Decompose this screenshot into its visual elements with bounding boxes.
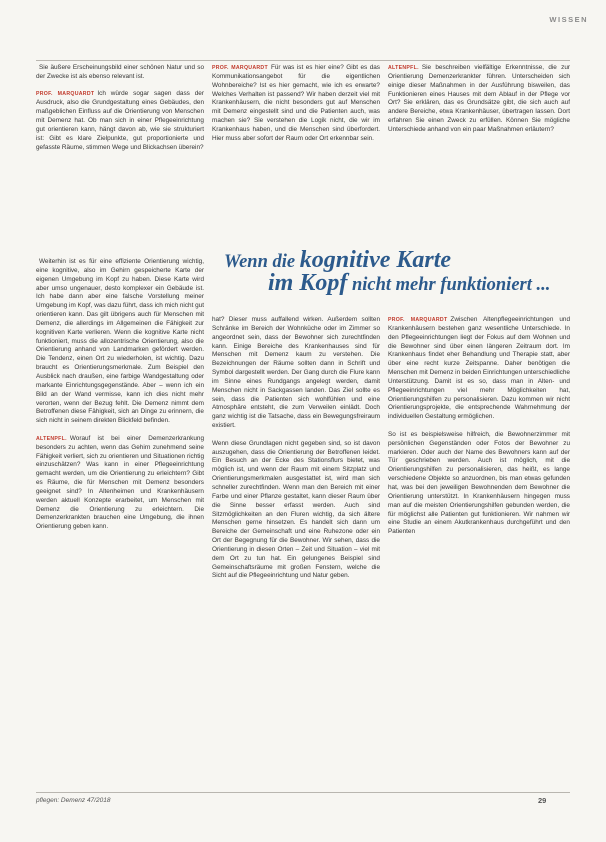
column-top-middle [212,64,380,234]
column-mid-right [388,316,570,786]
bottom-rule [36,792,570,793]
pull-quote-line-1: Wenn die kognitive Karte [224,247,452,273]
paragraph: ALTENPFL. Sie beschreiben vielfältige Erkenntnisse, die zur Orientierung Demenzerkrankter führen. Unterscheiden sich einige dieser Maßnahmen in der Ausführung bisweilen, das Funktionieren eines Hauses mit dem Ablauf in der Pflege vor Ort? Sie erklären, das es Grundsätze gibt, die sich auch auf andere Bereiche, etwa Krankenhäuser, übertragen lassen. Dort erfahren Sie einen Zweck zu erfüllen. Können Sie mögliche Unterschiede anhand von ein paar Maßnahmen erläutern? [388,64,570,133]
paragraph: hat? Dieser muss auffallend wirken. Außerdem sollten Schränke im Bereich der Wohnküche oder im Zimmer so angeordnet sein, dass der Bewohner sich zurechtfinden kann. Einige Bereiche des Krankenhauses sind für Menschen mit Demenz kaum zu verstehen. Die Bezeichnungen der Räume sollten dann in Schrift und Symbol dargestellt werden. Der Gang durch die Flure kann im Sinne eines Rundgangs angelegt werden, damit Menschen nicht in Sackgassen landen. Das Ziel sollte es sein, dass die Patienten sich wohlfühlen und eine Atmosphäre entsteht, die zum Verweilen einlädt. Doch ganz wichtig ist die Tatsache, dass ein Bewegungsfreiraum existiert. [212,316,380,430]
column-mid-left [36,258,204,786]
top-rule [36,60,570,61]
paragraph: PROF. MARQUARDT Zwischen Altenpflegeeinrichtungen und Krankenhäusern bestehen ganz wesentliche Unterschiede. In den Pflegeeinrichtungen liegt der Fokus auf dem Wohnen und die Bewohner sind über einen längeren Zeitraum dort. Im Krankenhaus findet eher Behandlung und Therapie statt, aber über eine recht kurze Zeitspanne. Daher benötigen die Menschen mit Demenz in beiden Einrichtungen unterschiedliche Unterstützung. Damit ist es so, dass man in Alten- und Pflegeeinrichtungen viel mehr Möglichkeiten hat, Orientierungshilfen zu personalisieren. Dazu kommen wir nicht Orientierungsprojekte, die entsprechende Wahrnehmung der individuellen Gestaltung ermöglichen. [388,316,570,421]
paragraph: Weiterhin ist es für eine effiziente Orientierung wichtig, eine kognitive, also im Gehirn gespeicherte Karte der eigenen Umgebung im Kopf zu haben. Diese Karte wird aber umso ungenauer, desto komplexer ein Gebäude ist. Ich habe dann aber eine falsche Vorstellung meiner Umgebung im Kopf, was dazu führt, dass ich mich nicht gut orientieren kann. Das gilt übrigens auch für Menschen mit Demenz, die allerdings im Allgemeinen die Fähigkeit zur kognitiven Karte verlieren. Wenn die kognitive Karte nicht funktioniert, muss die allozentrische Orientierung, also die Orientierung anhand von Landmarken gefördert werden. Die Tendenz, einen Ort zu wiederholen, ist wichtig. Dazu braucht es Orientierungsmerkmale. Zum Beispiel den Ausblick nach draußen, eine farbige Wandgestaltung oder markante Einrichtungsgegenstände. Aber – wenn ich ein Bild an der Wand vermisse, kann ich dies nicht mehr verorten, wenn der Bezug fehlt. Die Demenz nimmt dem Betroffenen diese Fähigkeit, sich an Dinge zu erinnern, die sich nicht in seinem direkten Blickfeld befinden. [36,258,204,425]
column-top-right [388,64,570,234]
column-mid-middle [212,316,380,786]
paragraph: PROF. MARQUARDT Für was ist es hier eine? Gibt es das Kommunikationsangebot für die eigentlichen Wohnbereiche? Ist es hier gemacht, wie ich es erwarte? Welches Verhalten ist passend? Wir haben derzeit viel mit Krankenhäusern, die nicht besonders gut auf Menschen mit Demenz eingestellt sind und die Patienten auch, was machen sie? Sie verstehen die Logik nicht, die wir im Krankenhaus haben, und die Menschen sind überfordert. Hier muss aber sofort der Raum oder Ort erkennbar sein. [212,64,380,142]
paragraph: Sie äußere Erscheinungsbild einer schönen Natur und so der Zwecke ist als ebenso relevant ist. [36,64,204,80]
page-number: 29 [538,796,547,805]
magazine-footer: pflegen: Demenz 47/2018 [36,797,111,804]
paragraph: So ist es beispielsweise hilfreich, die Bewohnerzimmer mit persönlichen Gegenständen oder Fotos der Bewohner zu markieren. Oder auch der Name des Bewohners kann auf der Tür geschrieben werden. Auch ist möglich, mit die Orientierungshilfen zu personalisieren, das heißt, es lange verschiedene Objekte so anzuordnen, bis man etwas gefunden hat, was bei den jeweiligen Bewohnenden dem Bewohner die Orientierung unterstützt. In Krankenhäusern hingegen muss man auf die meisten Orientierungshilfen gebunden werden, die für möglichst alle Patienten gut funktionieren. Wir nahmen wir eine Studie an einem Akutkrankenhaus durchgeführt und den Patienten [388,430,570,536]
column-top-left [36,64,204,240]
section-label: WISSEN [549,15,588,24]
paragraph: ALTENPFL. Worauf ist bei einer Demenzerkrankung besonders zu achten, wenn das Gehirn zunehmend seine Fähigkeit verliert, sich zu orientieren und Situationen richtig einzuschätzen? Was kann in einer Pflegeeinrichtung gemacht werden, um die Orientierung zu erleichtern? Gibt es Räume, die für Menschen mit Demenz besonders geeignet sind? In Altenheimen und Krankenhäusern werden aktuell Konzepte erarbeitet, um Menschen mit Demenz die Orientierung zu erleichtern. Die Demenzerkrankten brauchen eine Umgebung, die ihnen Orientierung geben kann. [36,434,204,531]
paragraph: Wenn diese Grundlagen nicht gegeben sind, so ist davon auszugehen, dass die Orientierung der Betroffenen leidet. Ein Besuch an der Ecke des Stationsflurs bietet, was möglich ist, und wenn der Raum mit einem Sitzplatz und Orientierungsmerkmalen ausgestattet ist, wird man sich schneller zurechtfinden. Wenn man den Bereich mit einer Farbe und einer Pflanze gestaltet, kann dieser Raum über die Sinne besser erfasst werden. Auch sind Sitzmöglichkeiten an den Fluren wichtig, da sich ältere Menschen gerne hinsetzen. Es handelt sich dann um Bereiche der Gemeinschaft und eine Ruhezone oder ein Ort der Begegnung für die Bewohner. Wir sehen, dass die Orientierung in diesen Orten – Zeit und Situation – viel mit dem Ort zu tun hat. Ein gelungenes Beispiel sind Gemeinschaftsräume mit großen Fenstern, welche die Sicht auf die Pflegeeinrichtung und Natur geben. [212,439,380,580]
paragraph: PROF. MARQUARDT Ich würde sogar sagen dass der Ausdruck, also die Grundgestaltung eines Gebäudes, den maßgeblichen Einfluss auf die Orientierung von Menschen mit Demenz hat. Ob man sich in einer Pflegeeinrichtung gut orientieren kann, hängt davon ab, wie sie strukturiert ist: Gibt es klare Zielpunkte, gut proportionierte und gefasste Räume, stimmen Wege und Blickachsen überein? [36,90,204,151]
pull-quote-line-2: im Kopf nicht mehr funktioniert ... [268,270,551,296]
